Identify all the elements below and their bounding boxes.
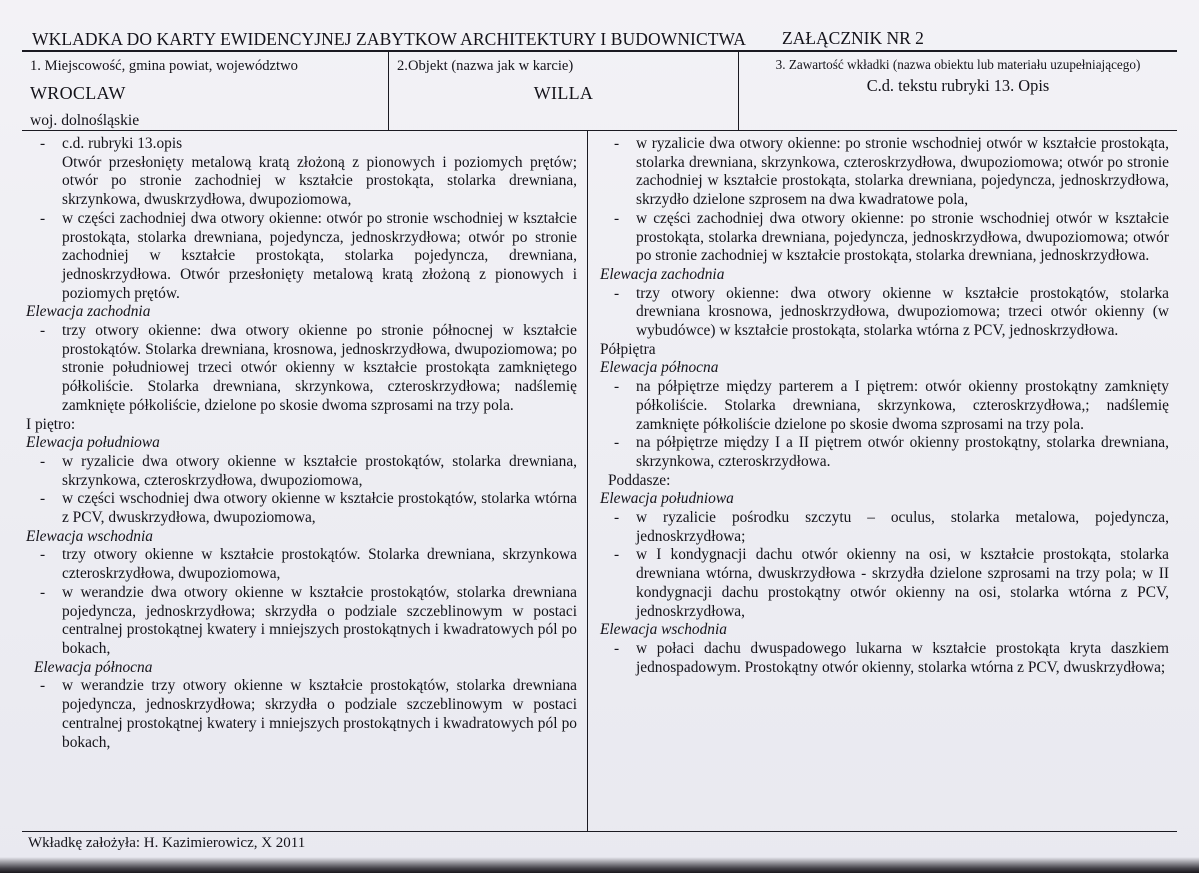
header-cell-object [388, 52, 738, 130]
dash-bullet-icon: - [40, 322, 46, 340]
footer-row [22, 832, 1177, 859]
left-section-heading: Elewacja północna [34, 658, 153, 676]
right-list-item-text: trzy otwory okienne: dwa otwory okienne w kształcie prostokątów, stolarka drewniana krosnowa, jednoskrzydłowa, dwupoziomowa; trzeci otwór okienny (w wybudówce) w kształcie prostokąta, stolarka wtórna z PCV, jednoskrzydłowa. [636, 284, 1169, 340]
header-row [22, 52, 1177, 131]
header-cell-locality [22, 52, 388, 130]
content-label: 3. Zawartość wkładki (nazwa obiektu lub materiału uzupełniającego) [775, 57, 1141, 72]
form-sheet [22, 20, 1177, 852]
left-list-item [26, 135, 577, 154]
right-section-heading: Elewacja zachodnia [600, 265, 725, 283]
dash-bullet-icon: - [614, 284, 620, 302]
dash-bullet-icon: - [614, 209, 620, 227]
dash-bullet-icon: - [40, 583, 46, 601]
right-list-item [600, 210, 1169, 266]
right-list-item-text: w ryzalicie pośrodku szczytu – oculus, stolarka metalowa, pojedyncza, jednoskrzydłowa; [636, 509, 1169, 545]
dash-bullet-icon: - [40, 209, 46, 227]
left-text-column [22, 131, 587, 831]
right-section-heading: Elewacja północna [600, 359, 719, 377]
dash-bullet-icon: - [40, 490, 46, 508]
left-list-item [26, 490, 577, 527]
left-list-item [26, 453, 577, 490]
dash-bullet-icon: - [614, 378, 620, 396]
left-list-item-text: w werandzie dwa otwory okienne w kształcie prostokątów, stolarka drewniana pojedyncza, jednoskrzydłowa; skrzydła o podziale szczeblinowym w postaci centralnej prostokątnej kwatery i mniejszych prostokątnych i kwadratowych pól po bokach, [62, 583, 577, 657]
page-title: WKLADKA DO KARTY EWIDENCYJNEJ ZABYTKOW ARCHITEKTURY I BUDOWNICTWA [32, 29, 746, 49]
locality-voivodeship: woj. dolnośląskie [30, 111, 140, 129]
dash-bullet-icon: - [40, 452, 46, 470]
right-section-label: Półpiętra [600, 340, 656, 358]
object-label: 2.Objekt (nazwa jak w karcie) [397, 58, 574, 74]
dash-bullet-icon: - [40, 677, 46, 695]
left-continuation-text: Otwór przesłonięty metalową kratą złożoną z pionowych i poziomych prętów; otwór po stronie zachodniej w kształcie prostokąta, stolarka drewniana, skrzynkowa, dwuskrzydłowa, dwupoziomowa, [62, 153, 577, 209]
left-list-item-text: w części zachodniej dwa otwory okienne: otwór po stronie wschodniej w kształcie prostokąta, stolarka drewniana, pojedyncza, jednoskrzydłowa; otwór po stronie zachodniej w kształcie prostokąta, stolarka pojedyncza, drewniana, jednoskrzydłowa. Otwór przesłonięty metalową kratą złożoną z pionowych i poziomych prętów. [62, 209, 577, 302]
left-section-heading: Elewacja południowa [26, 434, 160, 452]
right-section-label: Poddasze: [608, 471, 671, 489]
object-value: WILLA [533, 82, 594, 103]
right-list-item [600, 509, 1169, 546]
right-list-item-text: w ryzalicie dwa otwory okienne: po stronie wschodniej otwór w kształcie prostokąta, stolarka drewniana, skrzynkowa, czteroskrzydłowa, dwupoziomowa; otwór po stronie zachodniej w kształcie prostokąta, stolarka drewniana, pojedyncza, jednoskrzydłowa, skrzydło dzielone szprosem na dwa kwadratowe pola, [636, 135, 1169, 209]
left-list-item [26, 584, 577, 659]
left-list-item [26, 546, 577, 583]
right-section-heading: Elewacja południowa [600, 490, 734, 508]
left-section-heading: Elewacja zachodnia [26, 303, 151, 321]
content-value: C.d. tekstu rubryki 13. Opis [866, 75, 1050, 95]
left-list-item-text: w ryzalicie dwa otwory okienne w kształcie prostokątów, stolarka drewniana, skrzynkowa, czteroskrzydłowa, dwupoziomowa, [62, 452, 577, 489]
right-section-heading: Elewacja wschodnia [600, 621, 727, 639]
right-list-item [600, 378, 1169, 434]
right-list-item [600, 546, 1169, 621]
right-list-item-text: w części zachodniej dwa otwory okienne: po stronie wschodniej otwór w kształcie prostokąta, stolarka drewniana, pojedyncza, jednoskrzydłowa, dwupoziomowa; otwór po stronie zachodniej w kształcie prostokąta, stolarka drewniana, jednoskrzydłowa. [636, 209, 1169, 265]
right-list-item [600, 135, 1169, 210]
right-list-item [600, 285, 1169, 341]
body-row [22, 131, 1177, 832]
dash-bullet-icon: - [614, 509, 620, 527]
right-text-column [587, 131, 1177, 831]
dash-bullet-icon: - [40, 546, 46, 564]
right-list-item-text: na półpiętrze między I a II piętrem otwór okienny prostokątny, stolarka drewniana, skrzynkowa, czteroskrzydłowa. [636, 434, 1169, 470]
right-list-item-text: w I kondygnacji dachu otwór okienny na osi, w kształcie prostokąta, stolarka drewniana wtórna, dwuskrzydłowa - skrzydła dzielone szprosami na trzy pola; w II kondygnacji dachu prostokątny otwór okienny na osi, stolarka wtórna z PCV, jednoskrzydłowa, [636, 546, 1169, 620]
left-list-item [26, 322, 577, 416]
footer-note: Wkładkę założyła: H. Kazimierowicz, X 2011 [28, 835, 306, 851]
locality-city: WROCLAW [30, 82, 126, 103]
header-cell-content [738, 52, 1177, 130]
left-section-label: I piętro: [26, 415, 76, 433]
right-list-item [600, 640, 1169, 677]
right-list-item-text: w połaci dachu dwuspadowego lukarna w kształcie prostokąta kryta daszkiem jednospadowym. Prostokątny otwór okienny, stolarka wtórna z PCV, dwuskrzydłowa; [636, 639, 1169, 676]
left-list-item [26, 677, 577, 752]
dash-bullet-icon: - [614, 546, 620, 564]
title-row [22, 20, 1177, 52]
left-list-item-text: w części wschodniej dwa otwory okienne w kształcie prostokątów, stolarka wtórna z PCV, dwuskrzydłowa, dwupoziomowa, [62, 490, 577, 527]
footer-divider [587, 826, 588, 832]
left-section-heading: Elewacja wschodnia [26, 527, 153, 545]
locality-label: 1. Miejscowość, gmina powiat, województwo [30, 58, 298, 74]
left-list-item-text: trzy otwory okienne w kształcie prostokątów. Stolarka drewniana, skrzynkowa czteroskrzydłowa, dwupoziomowa, [62, 546, 577, 583]
dash-bullet-icon: - [614, 135, 620, 152]
dash-bullet-icon: - [614, 434, 620, 452]
left-list-item-text: c.d. rubryki 13.opis [62, 135, 183, 152]
left-list-item-text: w werandzie trzy otwory okienne w kształcie prostokątów, stolarka drewniana pojedyncza, jednoskrzydłowa; skrzydła o podziale szczeblinowym w postaci centralnej prostokątnej kwatery i mniejszych prostokątnych i kwadratowych pól po bokach, [62, 677, 577, 751]
annex-label: ZAŁĄCZNIK NR 2 [782, 28, 924, 48]
dash-bullet-icon: - [614, 639, 620, 657]
right-list-item [600, 434, 1169, 471]
left-list-item [26, 210, 577, 304]
dash-bullet-icon: - [40, 135, 46, 152]
left-list-item-text: trzy otwory okienne: dwa otwory okienne po stronie północnej w kształcie prostokątów. Stolarka drewniana, krosnowa, jednoskrzydłowa, dwupoziomowa; po stronie południowej trzeci otwór okienny w kształcie prostokąta zamkniętego półkoliście. Stolarka drewniana, skrzynkowa, czteroskrzydłowa; nadślemię zamknięte półkoliście, dzielone po skosie dwoma szprosami na trzy pola. [62, 322, 577, 414]
right-list-item-text: na półpiętrze między parterem a I piętrem: otwór okienny prostokątny zamknięty półkoliście. Stolarka drewniana, skrzynkowa, czteroskrzydłowa,; nadślemię zamknięte półkoliście dzielone po skosie dwoma szprosami na trzy pola. [636, 378, 1169, 433]
